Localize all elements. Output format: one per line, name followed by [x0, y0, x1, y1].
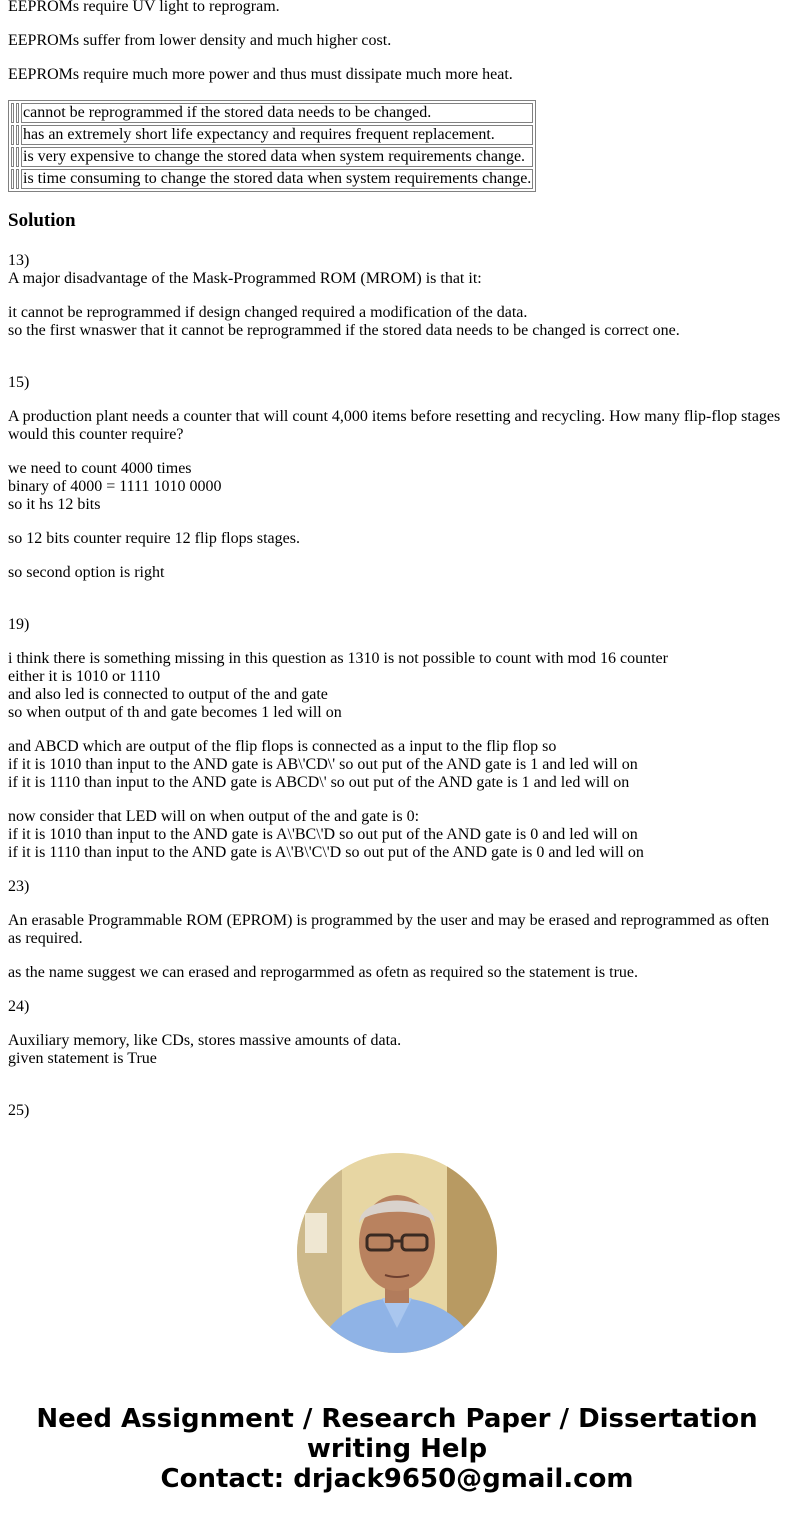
- answer-text: and also led is connected to output of the and gate: [8, 686, 328, 703]
- table-row: [11, 103, 533, 123]
- label-cell: [16, 147, 19, 167]
- answer-text: if it is 1110 than input to the AND gate is ABCD\' so out put of the AND gate is 1 and led will on: [8, 774, 630, 791]
- question-number: 24): [8, 998, 30, 1015]
- question-number: 15): [8, 374, 30, 391]
- radio-cell[interactable]: [11, 103, 14, 123]
- banner-line: Need Assignment / Research Paper / Dissertation: [36, 1404, 758, 1434]
- question-text: An erasable Programmable ROM (EPROM) is programmed by the user and may be erased and reprogrammed as often as required.: [8, 912, 770, 947]
- question-text: A production plant needs a counter that will count 4,000 items before resetting and recycling. How many flip-flop stages would this counter require?: [8, 408, 781, 443]
- answer-text: so the first wnaswer that it cannot be reprogrammed if the stored data needs to be changed is correct one.: [8, 322, 680, 339]
- table-row: [11, 169, 533, 189]
- portrait-image: [297, 1153, 497, 1353]
- answer-text: if it is 1110 than input to the AND gate is A\'B\'C\'D so out put of the AND gate is 0 and led will on: [8, 844, 644, 861]
- answer-text: i think there is something missing in this question as 1310 is not possible to count with mod 16 counter: [8, 650, 668, 667]
- radio-cell[interactable]: [11, 147, 14, 167]
- answer-options-table: [8, 100, 536, 192]
- question-text: Auxiliary memory, like CDs, stores massive amounts of data.: [8, 1032, 402, 1049]
- solution-heading: Solution: [8, 210, 76, 231]
- radio-cell[interactable]: [11, 125, 14, 145]
- answer-text: binary of 4000 = 1111 1010 0000: [8, 478, 222, 495]
- option-text: EEPROMs require UV light to reprogram.: [8, 0, 280, 15]
- answer-text: now consider that LED will on when output of the and gate is 0:: [8, 808, 420, 825]
- banner-line: writing Help: [306, 1434, 488, 1464]
- radio-cell[interactable]: [11, 169, 14, 189]
- answer-text: so when output of th and gate becomes 1 led will on: [8, 704, 342, 721]
- label-cell: [16, 169, 19, 189]
- answer-text: and ABCD which are output of the flip flops is connected as a input to the flip flop so: [8, 738, 557, 755]
- answer-text: given statement is True: [8, 1050, 157, 1067]
- answer-text: so 12 bits counter require 12 flip flops stages.: [8, 530, 300, 547]
- answer-text: as the name suggest we can erased and reprogarmmed as ofetn as required so the statement is true.: [8, 964, 638, 981]
- table-row: [11, 125, 533, 145]
- answer-text: so it hs 12 bits: [8, 496, 101, 513]
- avatar: [297, 1153, 497, 1353]
- answer-text: if it is 1010 than input to the AND gate is A\'BC\'D so out put of the AND gate is 0 and led will on: [8, 826, 638, 843]
- answer-text: either it is 1010 or 1110: [8, 668, 161, 685]
- answer-text: if it is 1010 than input to the AND gate is AB\'CD\' so out put of the AND gate is 1 and led will on: [8, 756, 638, 773]
- contact-banner: [0, 1404, 794, 1494]
- answer-text: so second option is right: [8, 564, 165, 581]
- table-row: [11, 147, 533, 167]
- option-cell: has an extremely short life expectancy and requires frequent replacement.: [21, 125, 533, 145]
- label-cell: [16, 125, 19, 145]
- option-text: EEPROMs suffer from lower density and much higher cost.: [8, 32, 392, 49]
- label-cell: [16, 103, 19, 123]
- question-number: 13): [8, 252, 30, 269]
- answer-text: we need to count 4000 times: [8, 460, 192, 477]
- question-number: 23): [8, 878, 30, 895]
- option-text: EEPROMs require much more power and thus must dissipate much more heat.: [8, 66, 513, 83]
- banner-contact[interactable]: Contact: drjack9650@gmail.com: [160, 1464, 634, 1494]
- question-number: 25): [8, 1102, 30, 1119]
- question-number: 19): [8, 616, 30, 633]
- answer-text: it cannot be reprogrammed if design changed required a modification of the data.: [8, 304, 528, 321]
- option-cell: cannot be reprogrammed if the stored data needs to be changed.: [21, 103, 533, 123]
- option-cell: is very expensive to change the stored data when system requirements change.: [21, 147, 533, 167]
- option-cell: is time consuming to change the stored data when system requirements change.: [23, 170, 532, 187]
- question-text: A major disadvantage of the Mask-Programmed ROM (MROM) is that it:: [8, 270, 482, 287]
